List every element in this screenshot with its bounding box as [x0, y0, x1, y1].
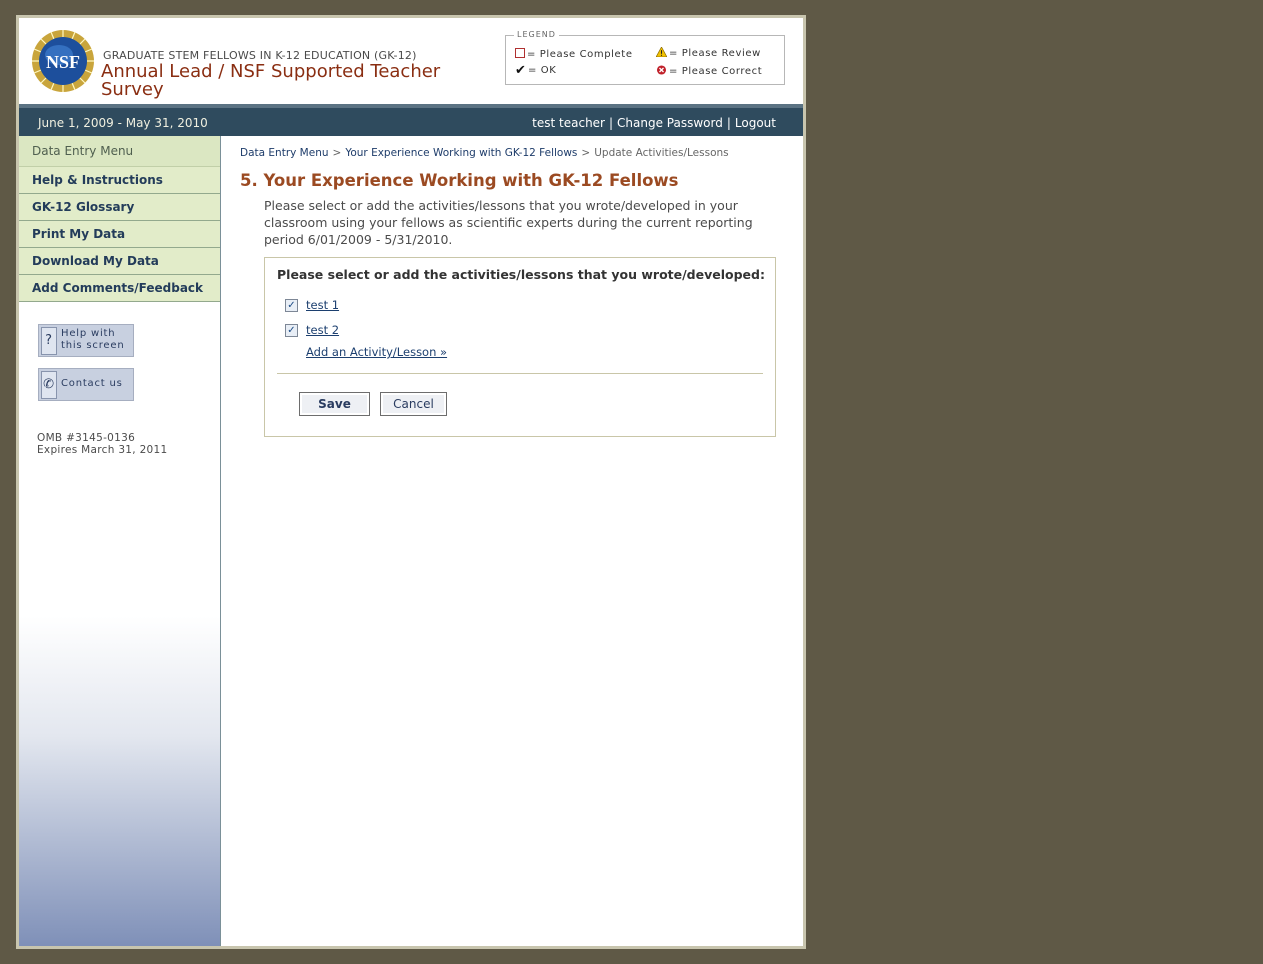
header: [19, 18, 803, 104]
legend-label: = OK: [528, 65, 557, 76]
phone-icon: ✆: [41, 371, 57, 399]
legend-item-ok: [515, 65, 556, 76]
breadcrumb: [240, 147, 729, 159]
page-title: 5. Your Experience Working with GK-12 Fellows: [240, 171, 679, 190]
omb-number: OMB #3145-0136: [37, 432, 136, 444]
breadcrumb-separator: >: [581, 147, 591, 159]
breadcrumb-data-entry-menu[interactable]: Data Entry Menu: [240, 147, 329, 159]
activity-checkbox[interactable]: ✓: [285, 299, 298, 312]
breadcrumb-separator: >: [332, 147, 342, 159]
activity-link[interactable]: test 1: [306, 298, 340, 312]
omb-info: [37, 432, 168, 456]
warning-icon: [656, 47, 667, 57]
checkmark-icon: ✔: [515, 63, 527, 78]
legend-label: = Please Review: [669, 48, 761, 59]
contact-button-label: Contact us: [61, 378, 123, 389]
legend-item-complete: [515, 48, 633, 60]
change-password-link[interactable]: Change Password: [617, 116, 723, 130]
breadcrumb-experience[interactable]: Your Experience Working with GK-12 Fellows: [345, 147, 578, 159]
legend-caption: LEGEND: [514, 30, 559, 39]
contact-us-button[interactable]: [38, 368, 134, 401]
sidebar-item-glossary[interactable]: GK-12 Glossary: [19, 194, 220, 221]
activity-checkbox[interactable]: ✓: [285, 324, 298, 337]
omb-expiry: Expires March 31, 2011: [37, 444, 168, 456]
save-button[interactable]: Save: [299, 392, 370, 416]
sidebar-menu-head[interactable]: Data Entry Menu: [19, 136, 220, 167]
sidebar-item-help-instructions[interactable]: Help & Instructions: [19, 167, 220, 194]
sidebar-item-download-data[interactable]: Download My Data: [19, 248, 220, 275]
cancel-button[interactable]: Cancel: [380, 392, 447, 416]
sidebar-item-comments-feedback[interactable]: Add Comments/Feedback: [19, 275, 220, 302]
help-button-label-1: Help with: [61, 328, 116, 339]
main-content: [221, 136, 803, 946]
reporting-period: June 1, 2009 - May 31, 2010: [38, 116, 208, 130]
app-title: Annual Lead / NSF Supported Teacher Survey: [101, 61, 441, 100]
help-button-label-2: this screen: [61, 340, 125, 351]
divider: [277, 373, 763, 374]
separator: |: [609, 116, 614, 130]
error-icon: [656, 65, 667, 75]
page-frame: [16, 15, 806, 949]
user-links: [532, 116, 776, 130]
logo-text: NSF: [45, 52, 81, 72]
question-icon: ?: [41, 327, 57, 355]
breadcrumb-current: Update Activities/Lessons: [594, 147, 729, 159]
legend-label: = Please Correct: [669, 66, 763, 77]
top-bar: [19, 104, 803, 136]
add-activity-link[interactable]: Add an Activity/Lesson »: [306, 345, 448, 359]
user-name: test teacher: [532, 116, 605, 130]
intro-text: Please select or add the activities/lessons that you wrote/developed in your classroom using your fellows as scientific experts during the current reporting period 6/01/2009 - 5/31/2010.: [264, 198, 753, 247]
legend-label: = Please Complete: [527, 49, 633, 60]
empty-box-icon: [515, 48, 525, 58]
help-screen-button[interactable]: [38, 324, 134, 357]
org-name: GRADUATE STEM FELLOWS IN K-12 EDUCATION (GK-12): [103, 49, 417, 62]
logout-link[interactable]: Logout: [734, 116, 776, 130]
activity-link[interactable]: test 2: [306, 323, 340, 337]
sidebar-item-print-data[interactable]: Print My Data: [19, 221, 220, 248]
separator: |: [726, 116, 731, 130]
legend: [505, 30, 785, 85]
nsf-logo: [31, 29, 95, 93]
panel-title: Please select or add the activities/lessons that you wrote/developed:: [277, 267, 765, 282]
sidebar: [19, 136, 221, 946]
legend-item-review: [656, 47, 761, 59]
activities-panel: [264, 257, 776, 437]
legend-item-correct: [656, 65, 762, 77]
